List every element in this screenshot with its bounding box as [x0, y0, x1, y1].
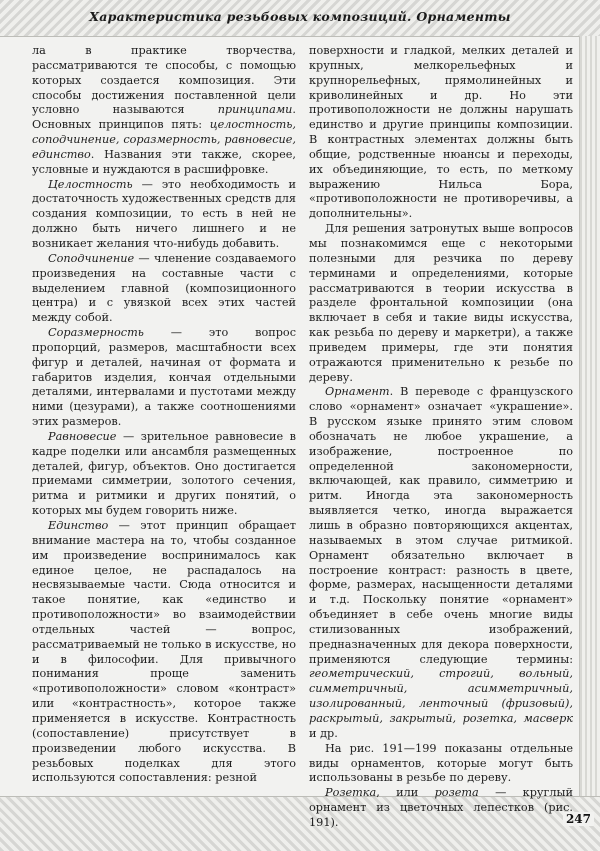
text-run: . В переводе с французского слово «орнамент» означает «украшение». В русском языке принято этим словом обозначать не любое украшение, а изображение, построенное по определенной закономерности, включающей, как правило, симметрию и ритм. Иногда эта закономерность выявляется четко, иногда выражается лишь в образно повторяющихся акцентах, называемых в этом случае ритмикой. Орнамент обязательно включает в построение контраст: разность в цвете, форме, размерах, насыщенности деталями и т.д. Поскольку понятие «орнамент» объединяет в себе очень многие виды стилизованных изображений, предназначенных для декора поверхности, применяются следующие термины:: [309, 385, 573, 666]
side-ornament-border: [579, 36, 600, 796]
paragraph-balance: [32, 430, 296, 519]
term-proportionality: Соразмерность: [48, 326, 144, 340]
term-integrity: Целостность: [48, 177, 133, 191]
text-run: — это необходимость и достаточность художественных средств для создания композиции, то есть в ней не должно быть ничего лишнего и не возникает желания что-нибудь добавить.: [32, 177, 296, 250]
left-column: [32, 44, 296, 790]
text-run: — круглый орнамент из цветочных лепестков (рис. 191).: [309, 786, 574, 829]
term-balance: Равновесие: [48, 429, 117, 443]
term-ornament-types: геометрический, строгий, вольный, симметричный, асимметричный, изолированный, ленточный (фризовый), раскрытый, закрытый, розетка, масверк: [309, 667, 573, 725]
text-run: ла в практике творчества, рассматриваются те способы, с помощью которых создается композиция. Эти способы достижения поставленной цели условно называются: [32, 44, 296, 117]
paragraph-unity: [32, 519, 296, 786]
text-run: — этот принцип обращает внимание мастера на то, чтобы созданное им произведение воспринималось как единое целое, не распадалось на несвязываемые части. Сюда относится и такое понятие, как «единство и противоположности» во взаимодействии отдельных частей — вопрос, рассматриваемый не только в искусстве, но и в философии. Для привычного понимания проще заменить «противоположности» словом «контраст» или «контрастность», которое также применяется в искусстве. Контрастность (сопоставление) присутствует в произведении любого искусства. В резьбовых поделках для этого используются сопоставления: резной: [32, 519, 296, 785]
term-rosette: Розетка: [325, 786, 377, 800]
paragraph-proportionality: [32, 326, 296, 430]
text-run: — зрительное равновесие в кадре поделки или ансамбля размещенных деталей, фигур, объектов. Оно достигается приемами симметрии, золотого сечения, ритма и ритмики и других понятий, о которых мы будем говорить ниже.: [32, 429, 296, 518]
paragraph-ornament: [309, 385, 573, 741]
paragraph-subordination: [32, 252, 296, 326]
term-unity: Единство: [48, 519, 109, 532]
text-run: — это вопрос пропорций, размеров, масштабности всех фигур и деталей, начиная от формата и габаритов изделия, кончая отдельными деталями, интервалами и пустотами между ними (цезурами), а также соотношениями этих размеров.: [32, 326, 296, 429]
text-run: и др.: [309, 726, 338, 740]
text-run: — членение создаваемого произведения на составные части с выделением главной (композиционного центра) и с увязкой всех этих частей между собой.: [32, 251, 296, 325]
text-run: , или: [376, 786, 435, 800]
paragraph-integrity: [32, 178, 296, 252]
paragraph-contrast: поверхности и гладкой, мелких деталей и крупных, мелкорельефных и крупнорельефных, прямолинейных и криволинейных и др. Но эти противоположности не должны нарушать единство и другие принципы композиции. В контрастных элементах должны быть общие, родственные нюансы и переходы, их объединяющие, то есть, по меткому выражению Нильса Бора, «противоположности не противоречивы, а дополнительны».: [309, 44, 573, 221]
right-column: [309, 44, 574, 829]
paragraph-rosette: [309, 786, 573, 831]
paragraph-principles: [32, 44, 296, 178]
term-principles: принципами: [217, 103, 293, 117]
term-rozeta: розета: [434, 786, 479, 800]
term-list: целостность, соподчинение, соразмерность, равновесие, единство: [32, 118, 296, 161]
term-subordination: Соподчинение: [48, 251, 135, 265]
paragraph-figures: На рис. 191—199 показаны отдельные виды орнаментов, которые могут быть использованы в резьбе по дереву.: [309, 741, 573, 785]
text-run: . Основных принципов пять:: [32, 103, 296, 132]
page-number: 247: [563, 812, 594, 826]
running-head: Характеристика резьбовых композиций. Орнаменты: [89, 9, 511, 24]
text-run: . Названия эти также, скорее, условные и нуждаются в расшифровке.: [32, 147, 296, 176]
paragraph-terms-intro: Для решения затронутых выше вопросов мы познакомимся еще с некоторыми полезными для резчика по дереву терминами и определениями, которые рассматриваются в теории искусства в разделе фронтальной композиции (она включает в себя и такие виды искусства, как резьба по дереву и маркетри), а также приведем примеры, где эти понятия отражаются применительно к резьбе по дереву.: [309, 222, 573, 384]
term-ornament: Орнамент: [325, 385, 390, 399]
